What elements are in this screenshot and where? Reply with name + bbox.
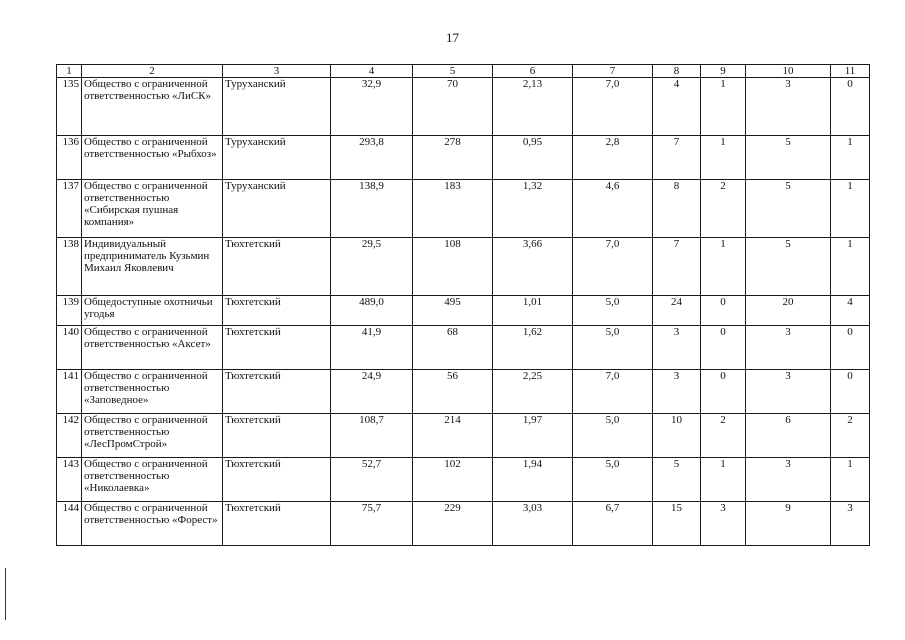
value-cell-col11: 1	[831, 238, 870, 296]
row-number-cell: 138	[57, 238, 82, 296]
value-cell-col5: 214	[413, 414, 493, 458]
value-cell-col7: 5,0	[573, 458, 653, 502]
value-cell-col11: 3	[831, 502, 870, 546]
value-cell-col9: 2	[701, 414, 746, 458]
value-cell-col11: 0	[831, 326, 870, 370]
value-cell-col11: 1	[831, 458, 870, 502]
value-cell-col7: 5,0	[573, 414, 653, 458]
column-header: 1	[57, 65, 82, 78]
value-cell-col11: 0	[831, 370, 870, 414]
row-number-cell: 141	[57, 370, 82, 414]
column-header: 7	[573, 65, 653, 78]
table-row	[57, 238, 870, 296]
column-header: 4	[331, 65, 413, 78]
value-cell-col9: 0	[701, 326, 746, 370]
value-cell-col4: 24,9	[331, 370, 413, 414]
value-cell-col10: 20	[746, 296, 831, 326]
value-cell-col8: 3	[653, 326, 701, 370]
row-number-cell: 143	[57, 458, 82, 502]
value-cell-col6: 2,25	[493, 370, 573, 414]
value-cell-col7: 7,0	[573, 78, 653, 136]
value-cell-col10: 5	[746, 136, 831, 180]
table-row	[57, 326, 870, 370]
value-cell-col8: 8	[653, 180, 701, 238]
district-cell: Тюхтетский	[223, 502, 331, 546]
value-cell-col5: 183	[413, 180, 493, 238]
value-cell-col7: 5,0	[573, 326, 653, 370]
district-cell: Тюхтетский	[223, 326, 331, 370]
district-cell: Туруханский	[223, 78, 331, 136]
district-cell: Туруханский	[223, 136, 331, 180]
row-number-cell: 142	[57, 414, 82, 458]
column-header: 2	[82, 65, 223, 78]
value-cell-col8: 10	[653, 414, 701, 458]
table-row	[57, 296, 870, 326]
column-header: 5	[413, 65, 493, 78]
value-cell-col5: 56	[413, 370, 493, 414]
value-cell-col4: 489,0	[331, 296, 413, 326]
value-cell-col6: 1,94	[493, 458, 573, 502]
district-cell: Тюхтетский	[223, 370, 331, 414]
page-edge-mark	[5, 568, 6, 620]
value-cell-col6: 1,32	[493, 180, 573, 238]
value-cell-col6: 3,66	[493, 238, 573, 296]
value-cell-col9: 3	[701, 502, 746, 546]
value-cell-col5: 495	[413, 296, 493, 326]
value-cell-col9: 0	[701, 370, 746, 414]
value-cell-col4: 32,9	[331, 78, 413, 136]
value-cell-col10: 9	[746, 502, 831, 546]
value-cell-col8: 4	[653, 78, 701, 136]
column-header: 9	[701, 65, 746, 78]
value-cell-col5: 108	[413, 238, 493, 296]
organization-name-cell: Общество с ограниченной ответственностью «Сибирская пушная компания»	[82, 180, 223, 238]
page-number: 17	[446, 30, 459, 45]
value-cell-col6: 3,03	[493, 502, 573, 546]
value-cell-col4: 75,7	[331, 502, 413, 546]
column-header: 6	[493, 65, 573, 78]
value-cell-col5: 229	[413, 502, 493, 546]
value-cell-col5: 68	[413, 326, 493, 370]
value-cell-col11: 4	[831, 296, 870, 326]
value-cell-col11: 2	[831, 414, 870, 458]
value-cell-col10: 5	[746, 238, 831, 296]
value-cell-col5: 70	[413, 78, 493, 136]
value-cell-col9: 1	[701, 458, 746, 502]
value-cell-col9: 0	[701, 296, 746, 326]
table-row	[57, 370, 870, 414]
organization-name-cell: Общедоступные охотничьи угодья	[82, 296, 223, 326]
value-cell-col7: 7,0	[573, 370, 653, 414]
value-cell-col4: 293,8	[331, 136, 413, 180]
district-cell: Тюхтетский	[223, 296, 331, 326]
value-cell-col8: 7	[653, 136, 701, 180]
value-cell-col8: 15	[653, 502, 701, 546]
table-row	[57, 78, 870, 136]
table-row	[57, 136, 870, 180]
value-cell-col10: 5	[746, 180, 831, 238]
row-number-cell: 137	[57, 180, 82, 238]
value-cell-col8: 5	[653, 458, 701, 502]
value-cell-col8: 7	[653, 238, 701, 296]
value-cell-col6: 1,97	[493, 414, 573, 458]
row-number-cell: 144	[57, 502, 82, 546]
value-cell-col7: 5,0	[573, 296, 653, 326]
value-cell-col11: 1	[831, 180, 870, 238]
district-cell: Туруханский	[223, 180, 331, 238]
value-cell-col4: 52,7	[331, 458, 413, 502]
district-cell: Тюхтетский	[223, 238, 331, 296]
table-row	[57, 502, 870, 546]
organization-name-cell: Общество с ограниченной ответственностью «Заповедное»	[82, 370, 223, 414]
organization-name-cell: Общество с ограниченной ответственностью «ЛесПромСтрой»	[82, 414, 223, 458]
value-cell-col8: 3	[653, 370, 701, 414]
value-cell-col10: 3	[746, 458, 831, 502]
value-cell-col10: 3	[746, 78, 831, 136]
value-cell-col10: 6	[746, 414, 831, 458]
value-cell-col5: 278	[413, 136, 493, 180]
value-cell-col11: 0	[831, 78, 870, 136]
column-header: 8	[653, 65, 701, 78]
organization-name-cell: Общество с ограниченной ответственностью «Николаевка»	[82, 458, 223, 502]
data-table	[56, 64, 870, 546]
value-cell-col4: 29,5	[331, 238, 413, 296]
table-row	[57, 414, 870, 458]
table-row	[57, 180, 870, 238]
organization-name-cell: Общество с ограниченной ответственностью «Рыбхоз»	[82, 136, 223, 180]
value-cell-col9: 1	[701, 78, 746, 136]
value-cell-col10: 3	[746, 370, 831, 414]
organization-name-cell: Индивидуальный предприниматель Кузьмин Михаил Яковлевич	[82, 238, 223, 296]
value-cell-col9: 1	[701, 238, 746, 296]
value-cell-col7: 4,6	[573, 180, 653, 238]
value-cell-col6: 1,01	[493, 296, 573, 326]
organization-name-cell: Общество с ограниченной ответственностью «Форест»	[82, 502, 223, 546]
table-row	[57, 458, 870, 502]
value-cell-col6: 1,62	[493, 326, 573, 370]
value-cell-col7: 2,8	[573, 136, 653, 180]
value-cell-col8: 24	[653, 296, 701, 326]
row-number-cell: 135	[57, 78, 82, 136]
value-cell-col9: 2	[701, 180, 746, 238]
district-cell: Тюхтетский	[223, 458, 331, 502]
row-number-cell: 140	[57, 326, 82, 370]
header-row	[57, 65, 870, 78]
column-header: 10	[746, 65, 831, 78]
value-cell-col4: 138,9	[331, 180, 413, 238]
value-cell-col4: 108,7	[331, 414, 413, 458]
column-header: 11	[831, 65, 870, 78]
column-header: 3	[223, 65, 331, 78]
value-cell-col7: 7,0	[573, 238, 653, 296]
district-cell: Тюхтетский	[223, 414, 331, 458]
value-cell-col10: 3	[746, 326, 831, 370]
row-number-cell: 139	[57, 296, 82, 326]
value-cell-col6: 2,13	[493, 78, 573, 136]
value-cell-col6: 0,95	[493, 136, 573, 180]
value-cell-col7: 6,7	[573, 502, 653, 546]
value-cell-col4: 41,9	[331, 326, 413, 370]
organization-name-cell: Общество с ограниченной ответственностью «ЛиСК»	[82, 78, 223, 136]
table-body	[57, 78, 870, 546]
row-number-cell: 136	[57, 136, 82, 180]
organization-name-cell: Общество с ограниченной ответственностью «Аксет»	[82, 326, 223, 370]
value-cell-col11: 1	[831, 136, 870, 180]
value-cell-col5: 102	[413, 458, 493, 502]
value-cell-col9: 1	[701, 136, 746, 180]
